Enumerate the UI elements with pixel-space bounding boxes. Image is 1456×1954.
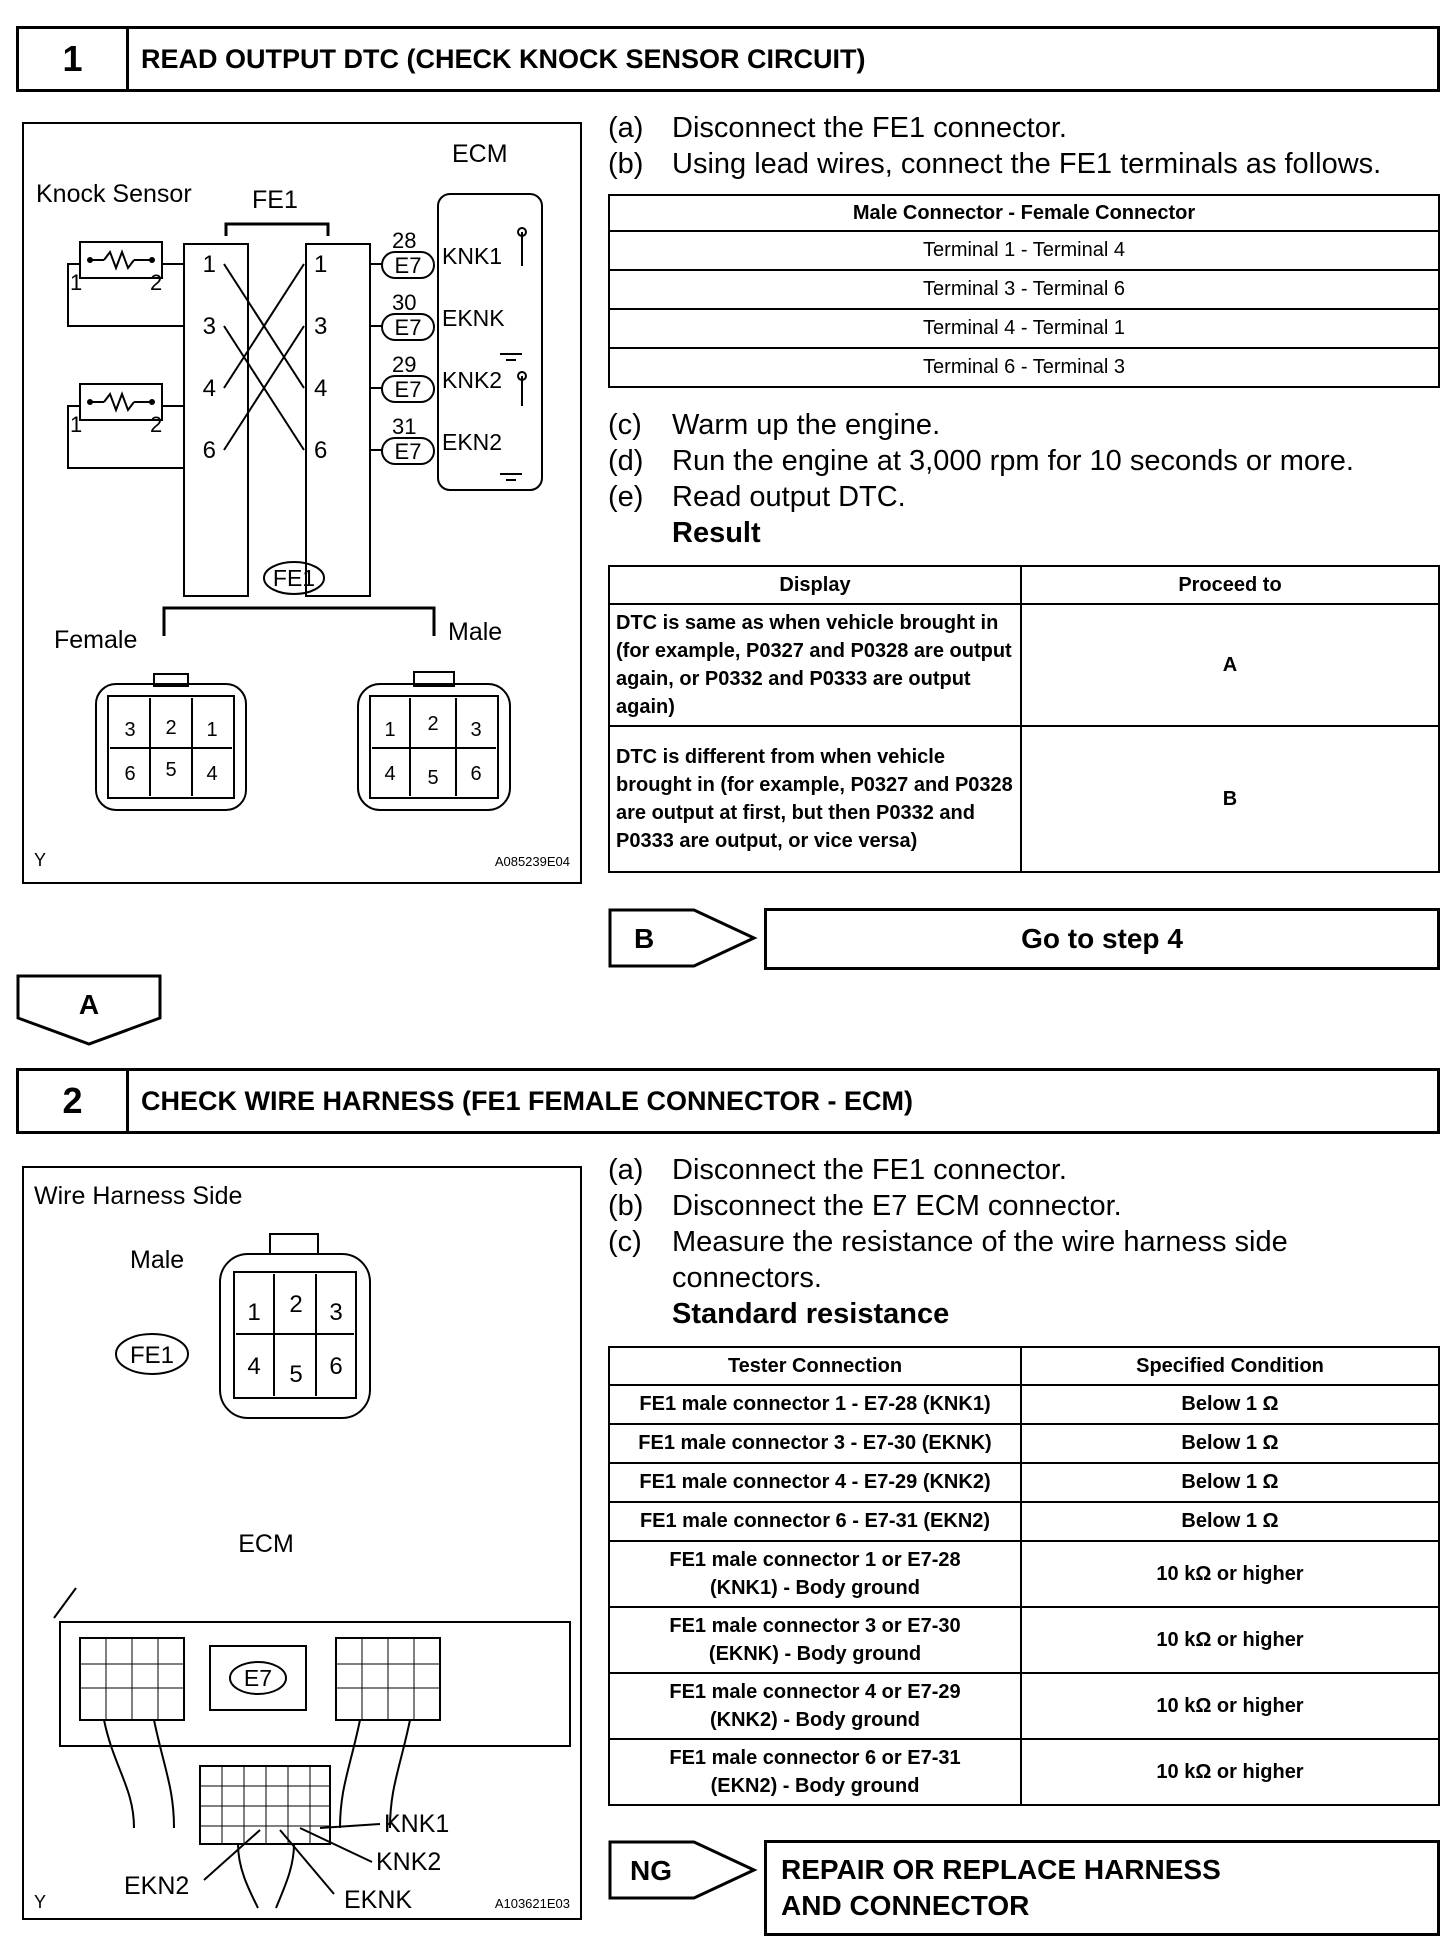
wh-male-pin-1: 1 — [247, 1299, 261, 1326]
branch-ng-arrow[interactable] — [608, 1840, 758, 1900]
resistance-row-cond: 10 kΩ or higher — [1021, 1541, 1439, 1607]
branch-b-label: B — [634, 923, 655, 954]
wh-male-pin-2: 2 — [289, 1291, 303, 1318]
instr-letter: (b) — [608, 148, 644, 180]
result-row-b-proceed: B — [1021, 726, 1439, 872]
step1-header — [16, 26, 1440, 92]
lead-table-row: Terminal 3 - Terminal 6 — [609, 270, 1439, 309]
knock-sensor-1-icon — [68, 242, 184, 326]
instr-letter: (a) — [608, 112, 644, 144]
signal-ekn2: EKN2 — [124, 1872, 190, 1900]
fe1-male-connector-icon — [220, 1234, 370, 1418]
signal-knk1: KNK1 — [384, 1810, 450, 1838]
ecm-signal-knk1: KNK1 — [442, 243, 503, 269]
sensor1-pin2: 2 — [150, 270, 163, 295]
figure1-code: A085239E04 — [494, 854, 570, 869]
instr-text: Warm up the engine. — [672, 409, 941, 441]
resistance-row-cond: Below 1 Ω — [1021, 1463, 1439, 1502]
lead-table-row: Terminal 1 - Terminal 4 — [609, 231, 1439, 270]
sensor1-pin1: 1 — [70, 270, 83, 295]
resistance-row-cond: 10 kΩ or higher — [1021, 1739, 1439, 1805]
e7-pill-1: E7 — [394, 253, 422, 278]
ecm-label-2: ECM — [238, 1530, 294, 1558]
e7-label: E7 — [243, 1665, 273, 1691]
instr-text: Measure the resistance of the wire harness side connectors. — [672, 1226, 1288, 1294]
branch-a-label: A — [78, 989, 100, 1020]
signal-eknk: EKNK — [344, 1886, 413, 1914]
instr-text: Disconnect the FE1 connector. — [672, 112, 1067, 144]
step2-number: 2 — [19, 1071, 129, 1131]
resistance-row-conn: FE1 male connector 6 or E7-31 (EKN2) - Body ground — [609, 1739, 1021, 1805]
step2-header — [16, 1068, 1440, 1134]
ecm-ground-symbols — [500, 228, 526, 480]
step1-instructions-cde — [608, 407, 1448, 551]
ecm-signal-eknk: EKNK — [442, 305, 505, 331]
result-label: Result — [672, 517, 761, 549]
male-pin-2: 2 — [427, 713, 439, 735]
resistance-header-condition: Specified Condition — [1021, 1347, 1439, 1385]
female-pin-5: 5 — [165, 759, 177, 781]
ecm-pin-28: 28 — [392, 228, 417, 253]
instr-text: Disconnect the FE1 connector. — [672, 1154, 1067, 1186]
fe1-label: FE1 — [252, 186, 298, 214]
e7-pill-3: E7 — [394, 377, 422, 402]
step2-title: CHECK WIRE HARNESS (FE1 FEMALE CONNECTOR - ECM) — [141, 1085, 914, 1116]
male-pin-6: 6 — [470, 763, 482, 785]
result-header-proceed: Proceed to — [1021, 566, 1439, 604]
male-label: Male — [448, 618, 503, 646]
branch-b-arrow[interactable] — [608, 908, 758, 968]
step1-number: 1 — [19, 29, 129, 89]
resistance-table — [608, 1346, 1440, 1806]
resistance-row-cond: Below 1 Ω — [1021, 1424, 1439, 1463]
knock-sensor-2-icon — [68, 384, 184, 468]
fe1-left-pin-6: 6 — [202, 437, 216, 464]
female-pin-1: 1 — [206, 719, 218, 741]
wh-male-pin-4: 4 — [247, 1353, 261, 1380]
instr-letter: (b) — [608, 1190, 644, 1222]
sensor2-pin2: 2 — [150, 412, 163, 437]
male-pin-3: 3 — [470, 719, 482, 741]
female-pin-2: 2 — [165, 717, 177, 739]
female-label: Female — [54, 626, 138, 654]
ecm-pin-30: 30 — [392, 290, 417, 315]
figure2-corner-letter: Y — [34, 1892, 47, 1912]
sensor2-pin1: 1 — [70, 412, 83, 437]
result-header-display: Display — [609, 566, 1021, 604]
signal-knk2: KNK2 — [376, 1848, 442, 1876]
lead-table-row: Terminal 6 - Terminal 3 — [609, 348, 1439, 387]
branch-a-arrow[interactable] — [16, 974, 164, 1048]
resistance-row-conn: FE1 male connector 1 or E7-28 (KNK1) - Body ground — [609, 1541, 1021, 1607]
ecm-signal-ekn2: EKN2 — [442, 429, 503, 455]
knock-sensor-circuit-diagram — [24, 124, 580, 882]
fe1-left-pin-3: 3 — [202, 313, 216, 340]
result-row-a-display: DTC is same as when vehicle brought in (for example, P0327 and P0328 are output again, or P0332 and P0333 are output again) — [609, 604, 1021, 726]
wire-harness-diagram — [24, 1168, 580, 1918]
female-pin-6: 6 — [124, 763, 136, 785]
fe1-female-block — [184, 244, 248, 596]
ecm-pin-29: 29 — [392, 352, 417, 377]
wh-male-pin-6: 6 — [329, 1353, 343, 1380]
fe1-right-pin-3: 3 — [314, 313, 328, 340]
resistance-row-conn: FE1 male connector 4 or E7-29 (KNK2) - Body ground — [609, 1673, 1021, 1739]
resistance-row-cond: 10 kΩ or higher — [1021, 1673, 1439, 1739]
wire-harness-side-label: Wire Harness Side — [34, 1182, 243, 1210]
resistance-row-conn: FE1 male connector 6 - E7-31 (EKN2) — [609, 1502, 1021, 1541]
resistance-row-cond: Below 1 Ω — [1021, 1385, 1439, 1424]
female-connector-icon — [96, 674, 246, 810]
result-table — [608, 565, 1440, 873]
fe1-left-pin-4: 4 — [202, 375, 216, 402]
instr-letter: (c) — [608, 1226, 642, 1258]
female-pin-3: 3 — [124, 719, 136, 741]
male-label-2: Male — [130, 1246, 185, 1274]
repair-harness-label: REPAIR OR REPLACE HARNESS AND CONNECTOR — [781, 1854, 1221, 1921]
fe1-bottom-label: FE1 — [272, 565, 316, 591]
go-to-step-4-label: Go to step 4 — [1021, 923, 1183, 954]
resistance-row-conn: FE1 male connector 4 - E7-29 (KNK2) — [609, 1463, 1021, 1502]
instr-letter: (a) — [608, 1154, 644, 1186]
instr-text: Read output DTC. — [672, 481, 906, 513]
female-pin-4: 4 — [206, 763, 218, 785]
fe1-right-pin-4: 4 — [314, 375, 328, 402]
step1-figure — [22, 122, 582, 884]
ecm-signal-knk2: KNK2 — [442, 367, 503, 393]
resistance-row-conn: FE1 male connector 3 or E7-30 (EKNK) - Body ground — [609, 1607, 1021, 1673]
go-to-step-4-button[interactable] — [764, 908, 1440, 970]
standard-resistance-label: Standard resistance — [672, 1298, 950, 1330]
knock-sensor-label: Knock Sensor — [36, 180, 192, 208]
branch-ng-label: NG — [630, 1855, 672, 1886]
step1-instructions-ab — [608, 110, 1438, 182]
figure2-code: A103621E03 — [494, 1896, 570, 1911]
e7-pill-2: E7 — [394, 315, 422, 340]
wh-male-pin-5: 5 — [289, 1361, 303, 1388]
resistance-row-conn: FE1 male connector 1 - E7-28 (KNK1) — [609, 1385, 1021, 1424]
male-pin-4: 4 — [384, 763, 396, 785]
resistance-row-cond: Below 1 Ω — [1021, 1502, 1439, 1541]
figure1-corner-letter: Y — [34, 850, 47, 870]
step1-title: READ OUTPUT DTC (CHECK KNOCK SENSOR CIRCUIT) — [141, 43, 866, 74]
instr-letter: (c) — [608, 409, 642, 441]
resistance-row-conn: FE1 male connector 3 - E7-30 (EKNK) — [609, 1424, 1021, 1463]
male-connector-icon — [358, 672, 510, 810]
male-pin-5: 5 — [427, 767, 439, 789]
e7-pill-4: E7 — [394, 439, 422, 464]
wh-male-pin-3: 3 — [329, 1299, 343, 1326]
lead-wire-table — [608, 194, 1440, 388]
repair-harness-button[interactable] — [764, 1840, 1440, 1936]
male-pin-1: 1 — [384, 719, 396, 741]
step2-figure — [22, 1166, 582, 1920]
ecm-pin-31: 31 — [392, 414, 417, 439]
fe1-male-block — [306, 244, 370, 596]
resistance-row-cond: 10 kΩ or higher — [1021, 1607, 1439, 1673]
resistance-header-connection: Tester Connection — [609, 1347, 1021, 1385]
instr-text: Using lead wires, connect the FE1 terminals as follows. — [672, 148, 1382, 180]
result-row-b-display: DTC is different from when vehicle brought in (for example, P0327 and P0328 are output at first, but then P0332 and P0333 are output, or vice versa) — [609, 726, 1021, 872]
lead-table-row: Terminal 4 - Terminal 1 — [609, 309, 1439, 348]
lead-table-header: Male Connector - Female Connector — [609, 195, 1439, 231]
ecm-label: ECM — [452, 140, 508, 168]
fe1-right-pin-1: 1 — [314, 251, 328, 278]
fe1-right-pin-6: 6 — [314, 437, 328, 464]
result-row-a-proceed: A — [1021, 604, 1439, 726]
instr-text: Run the engine at 3,000 rpm for 10 seconds or more. — [672, 445, 1354, 477]
instr-text: Disconnect the E7 ECM connector. — [672, 1190, 1122, 1222]
instr-letter: (e) — [608, 481, 644, 513]
ecm-unit-icon — [54, 1588, 570, 1908]
step2-instructions — [608, 1152, 1368, 1332]
instr-letter: (d) — [608, 445, 644, 477]
fe1-label-2: FE1 — [129, 1342, 175, 1369]
fe1-left-pin-1: 1 — [202, 251, 216, 278]
